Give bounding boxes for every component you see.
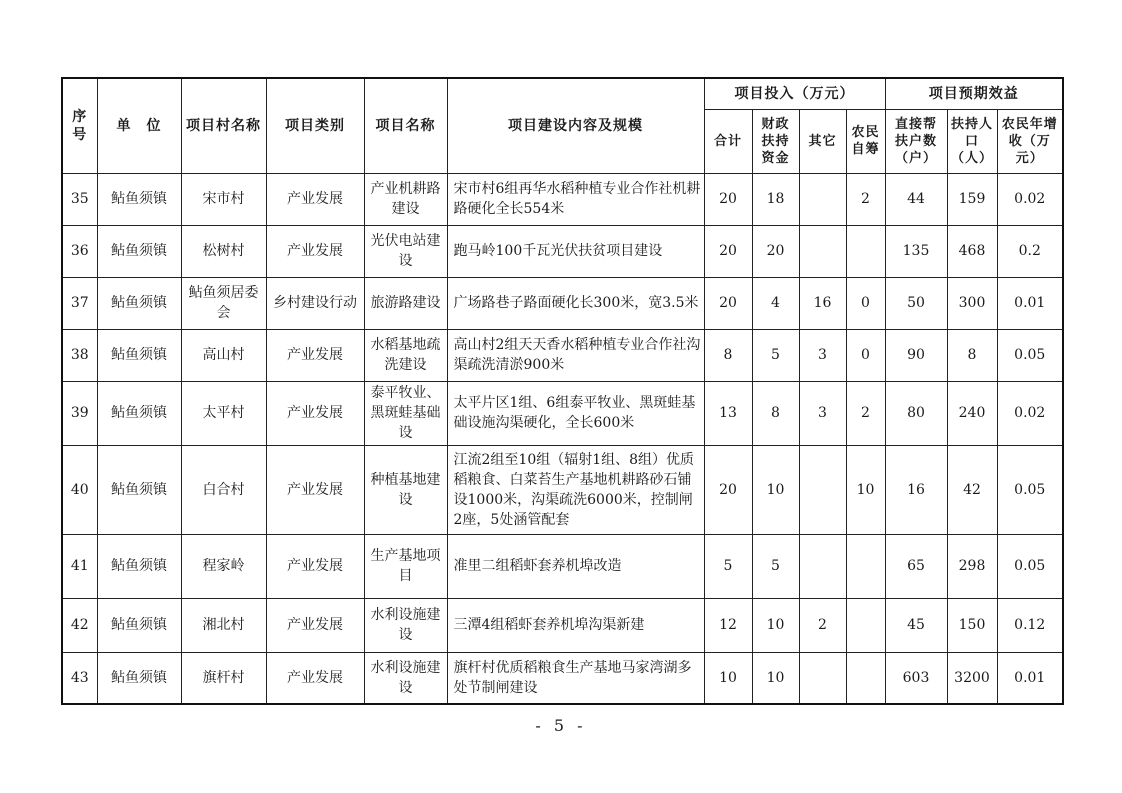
header-project-name: 项目名称	[364, 78, 447, 173]
cell-unit: 鲇鱼须镇	[97, 381, 181, 445]
header-village: 项目村名称	[181, 78, 266, 173]
cell-total: 20	[704, 277, 752, 329]
cell-total: 20	[704, 225, 752, 277]
cell-seq: 40	[62, 445, 97, 534]
cell-unit: 鲇鱼须镇	[97, 652, 181, 704]
cell-village: 旗杆村	[181, 652, 266, 704]
cell-content: 跑马岭100千瓦光伏扶贫项目建设	[447, 225, 704, 277]
cell-content: 准里二组稻虾套养机埠改造	[447, 534, 704, 598]
header-investment-group: 项目投入（万元）	[704, 78, 885, 109]
table-row	[62, 277, 1063, 329]
cell-fiscal: 10	[752, 598, 799, 652]
cell-content: 旗杆村优质稻粮食生产基地马家湾湖多处节制闸建设	[447, 652, 704, 704]
cell-village: 高山村	[181, 329, 266, 381]
cell-farmer: 2	[846, 381, 885, 445]
cell-category: 产业发展	[266, 173, 364, 225]
cell-fiscal: 5	[752, 329, 799, 381]
cell-seq: 36	[62, 225, 97, 277]
cell-village: 程家岭	[181, 534, 266, 598]
cell-people: 240	[947, 381, 997, 445]
table-row	[62, 652, 1063, 704]
cell-fiscal: 5	[752, 534, 799, 598]
cell-content: 江流2组至10组（辐射1组、8组）优质稻粮食、白菜苔生产基地机耕路砂石铺设1000米，沟渠疏洗6000米，控制闸2座，5处涵管配套	[447, 445, 704, 534]
cell-people: 300	[947, 277, 997, 329]
cell-project-name: 生产基地项目	[364, 534, 447, 598]
cell-village: 松树村	[181, 225, 266, 277]
cell-category: 产业发展	[266, 534, 364, 598]
cell-total: 8	[704, 329, 752, 381]
cell-households: 65	[885, 534, 947, 598]
cell-other	[799, 173, 846, 225]
cell-people: 8	[947, 329, 997, 381]
cell-farmer	[846, 652, 885, 704]
cell-project-name: 产业机耕路建设	[364, 173, 447, 225]
cell-people: 42	[947, 445, 997, 534]
cell-income: 0.01	[997, 652, 1063, 704]
cell-category: 产业发展	[266, 381, 364, 445]
cell-content: 宋市村6组再华水稻种植专业合作社机耕路硬化全长554米	[447, 173, 704, 225]
cell-households: 603	[885, 652, 947, 704]
cell-seq: 37	[62, 277, 97, 329]
cell-total: 20	[704, 445, 752, 534]
header-other: 其它	[799, 109, 846, 173]
header-households: 直接帮扶户数（户）	[885, 109, 947, 173]
cell-category: 产业发展	[266, 598, 364, 652]
cell-total: 20	[704, 173, 752, 225]
cell-total: 13	[704, 381, 752, 445]
cell-people: 468	[947, 225, 997, 277]
cell-farmer: 2	[846, 173, 885, 225]
cell-seq: 39	[62, 381, 97, 445]
cell-project-name: 光伏电站建设	[364, 225, 447, 277]
cell-other	[799, 225, 846, 277]
cell-households: 50	[885, 277, 947, 329]
cell-income: 0.05	[997, 534, 1063, 598]
cell-category: 产业发展	[266, 652, 364, 704]
header-benefit-group: 项目预期效益	[885, 78, 1063, 109]
cell-income: 0.02	[997, 173, 1063, 225]
cell-income: 0.02	[997, 381, 1063, 445]
cell-fiscal: 4	[752, 277, 799, 329]
cell-project-name: 水利设施建设	[364, 598, 447, 652]
cell-unit: 鲇鱼须镇	[97, 225, 181, 277]
cell-other	[799, 652, 846, 704]
cell-seq: 38	[62, 329, 97, 381]
cell-farmer	[846, 225, 885, 277]
cell-farmer	[846, 598, 885, 652]
cell-category: 产业发展	[266, 445, 364, 534]
cell-fiscal: 8	[752, 381, 799, 445]
cell-other	[799, 445, 846, 534]
cell-households: 45	[885, 598, 947, 652]
header-total: 合计	[704, 109, 752, 173]
cell-farmer	[846, 534, 885, 598]
cell-other: 3	[799, 329, 846, 381]
cell-seq: 35	[62, 173, 97, 225]
cell-category: 产业发展	[266, 225, 364, 277]
page-number: - 5 -	[535, 716, 587, 735]
table-row	[62, 534, 1063, 598]
cell-village: 宋市村	[181, 173, 266, 225]
cell-unit: 鲇鱼须镇	[97, 598, 181, 652]
table-row	[62, 173, 1063, 225]
header-income: 农民年增收（万元）	[997, 109, 1063, 173]
header-category: 项目类别	[266, 78, 364, 173]
table-row	[62, 225, 1063, 277]
cell-income: 0.01	[997, 277, 1063, 329]
cell-people: 3200	[947, 652, 997, 704]
cell-project-name: 旅游路建设	[364, 277, 447, 329]
cell-income: 0.05	[997, 329, 1063, 381]
cell-unit: 鲇鱼须镇	[97, 173, 181, 225]
cell-households: 135	[885, 225, 947, 277]
cell-other: 16	[799, 277, 846, 329]
cell-village: 湘北村	[181, 598, 266, 652]
cell-total: 5	[704, 534, 752, 598]
cell-households: 44	[885, 173, 947, 225]
cell-seq: 41	[62, 534, 97, 598]
header-fiscal: 财政扶持资金	[752, 109, 799, 173]
cell-income: 0.2	[997, 225, 1063, 277]
cell-unit: 鲇鱼须镇	[97, 445, 181, 534]
project-table	[61, 77, 1064, 705]
cell-category: 乡村建设行动	[266, 277, 364, 329]
cell-village: 白合村	[181, 445, 266, 534]
cell-unit: 鲇鱼须镇	[97, 329, 181, 381]
cell-other: 2	[799, 598, 846, 652]
cell-fiscal: 10	[752, 652, 799, 704]
cell-village: 太平村	[181, 381, 266, 445]
cell-households: 80	[885, 381, 947, 445]
cell-project-name: 泰平牧业、黑斑蛙基础设	[364, 381, 447, 445]
cell-other: 3	[799, 381, 846, 445]
cell-seq: 42	[62, 598, 97, 652]
table-row	[62, 381, 1063, 445]
cell-unit: 鲇鱼须镇	[97, 277, 181, 329]
cell-income: 0.05	[997, 445, 1063, 534]
cell-category: 产业发展	[266, 329, 364, 381]
cell-total: 10	[704, 652, 752, 704]
cell-content: 太平片区1组、6组泰平牧业、黑斑蛙基础设施沟渠硬化，全长600米	[447, 381, 704, 445]
cell-project-name: 水稻基地疏洗建设	[364, 329, 447, 381]
cell-income: 0.12	[997, 598, 1063, 652]
cell-seq: 43	[62, 652, 97, 704]
cell-households: 16	[885, 445, 947, 534]
cell-fiscal: 20	[752, 225, 799, 277]
cell-unit: 鲇鱼须镇	[97, 534, 181, 598]
header-seq: 序号	[62, 78, 97, 173]
cell-households: 90	[885, 329, 947, 381]
cell-total: 12	[704, 598, 752, 652]
header-content: 项目建设内容及规模	[447, 78, 704, 173]
table-row	[62, 598, 1063, 652]
cell-content: 广场路巷子路面硬化长300米，宽3.5米	[447, 277, 704, 329]
cell-content: 高山村2组天天香水稻种植专业合作社沟渠疏洗清淤900米	[447, 329, 704, 381]
table-row	[62, 445, 1063, 534]
cell-people: 159	[947, 173, 997, 225]
cell-fiscal: 10	[752, 445, 799, 534]
cell-project-name: 水利设施建设	[364, 652, 447, 704]
header-people: 扶持人口（人）	[947, 109, 997, 173]
cell-farmer: 0	[846, 329, 885, 381]
cell-fiscal: 18	[752, 173, 799, 225]
header-farmer: 农民自筹	[846, 109, 885, 173]
cell-project-name: 种植基地建设	[364, 445, 447, 534]
cell-other	[799, 534, 846, 598]
header-unit: 单 位	[97, 78, 181, 173]
table-row	[62, 329, 1063, 381]
cell-farmer: 0	[846, 277, 885, 329]
cell-people: 150	[947, 598, 997, 652]
cell-village: 鲇鱼须居委会	[181, 277, 266, 329]
cell-farmer: 10	[846, 445, 885, 534]
cell-content: 三潭4组稻虾套养机埠沟渠新建	[447, 598, 704, 652]
cell-people: 298	[947, 534, 997, 598]
